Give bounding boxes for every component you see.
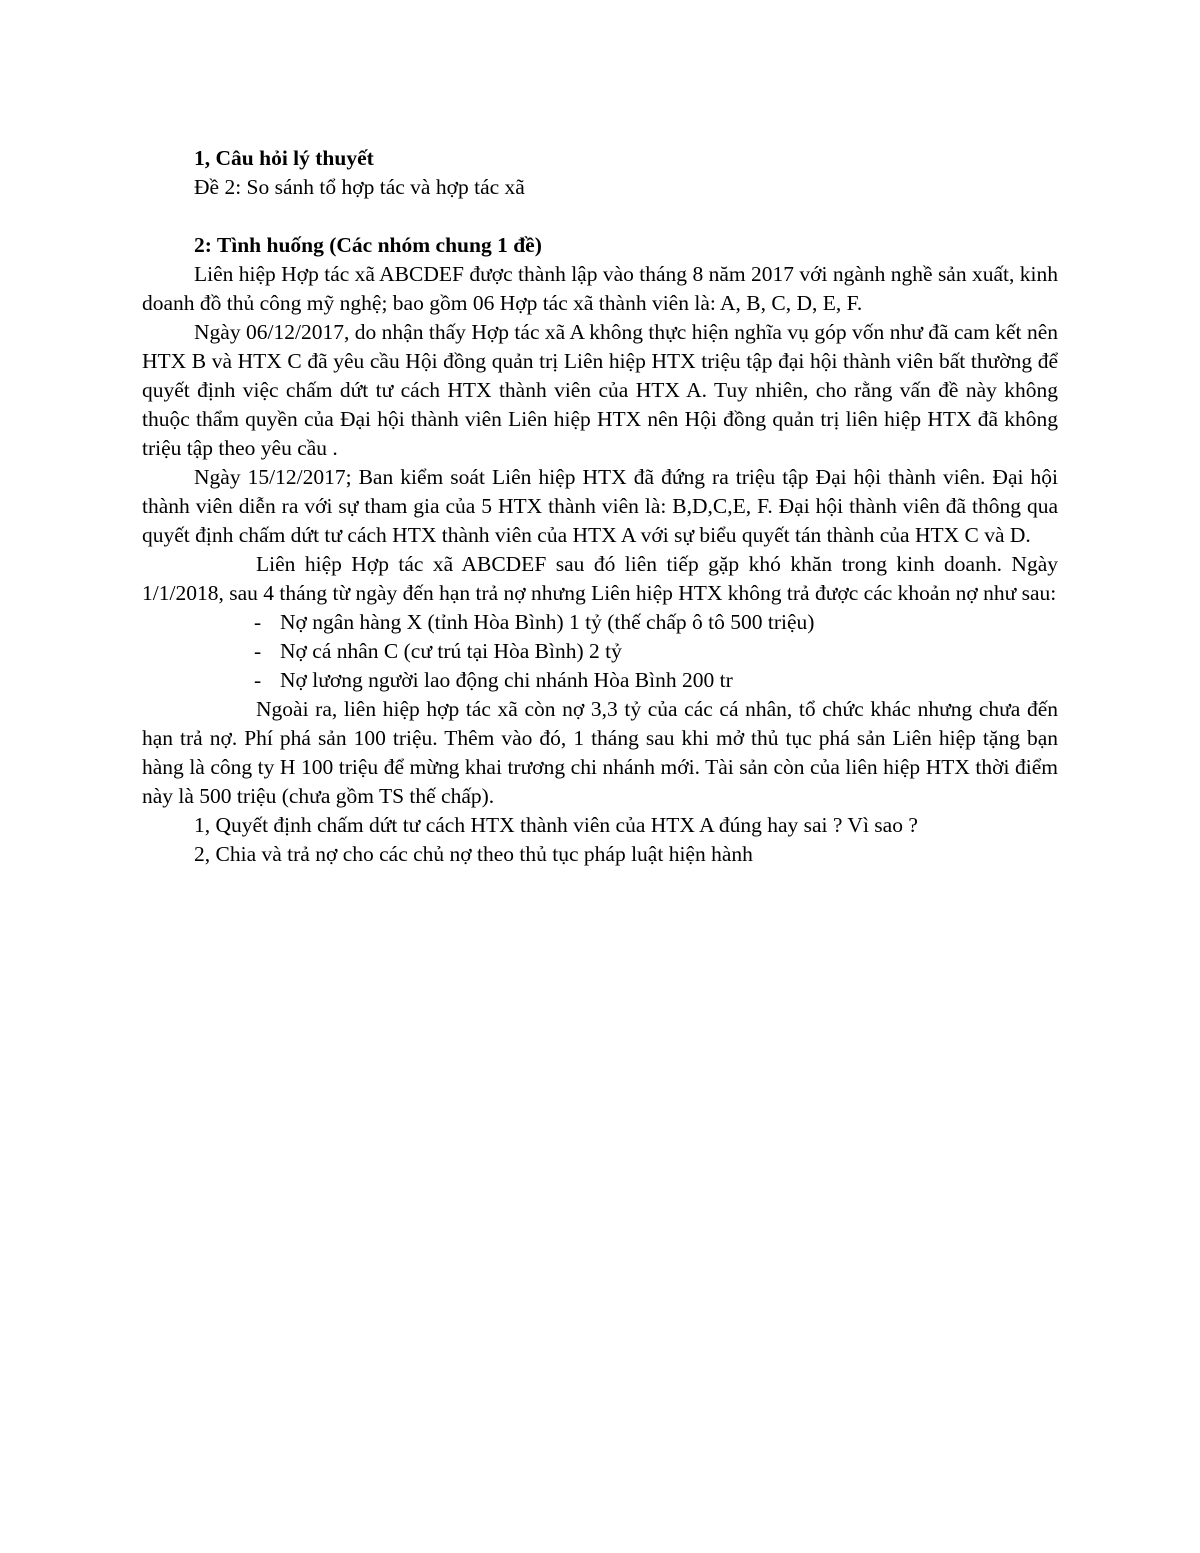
case-paragraph-4: Liên hiệp Hợp tác xã ABCDEF sau đó liên tiếp gặp khó khăn trong kinh doanh. Ngày 1/1/2018, sau 4 tháng từ ngày đến hạn trả nợ nhưng Liên hiệp HTX không trả được các khoản nợ như sau: — [142, 552, 1058, 605]
debt-text: Nợ lương người lao động chi nhánh Hòa Bình 200 tr — [280, 668, 733, 692]
section-2-heading: 2: Tình huống (Các nhóm chung 1 đề) — [194, 233, 542, 257]
debt-item — [142, 608, 1058, 637]
debt-item — [142, 666, 1058, 695]
question-2: 2, Chia và trả nợ cho các chủ nợ theo thủ tục pháp luật hiện hành — [194, 842, 753, 866]
list-dash: - — [254, 639, 262, 663]
list-dash: - — [254, 668, 262, 692]
debt-text: Nợ cá nhân C (cư trú tại Hòa Bình) 2 tỷ — [280, 639, 622, 663]
debt-text: Nợ ngân hàng X (tỉnh Hòa Bình) 1 tỷ (thế chấp ô tô 500 triệu) — [280, 610, 815, 634]
list-dash: - — [254, 610, 262, 634]
closing-paragraph: Ngoài ra, liên hiệp hợp tác xã còn nợ 3,3 tỷ của các cá nhân, tổ chức khác nhưng chưa đến hạn trả nợ. Phí phá sản 100 triệu. Thêm vào đó, 1 tháng sau khi mở thủ tục phá sản Liên hiệp tặng bạn hàng là công ty H 100 triệu để mừng khai trương chi nhánh mới. Tài sản còn của liên hiệp HTX thời điểm này là 500 triệu (chưa gồm TS thế chấp). — [142, 697, 1058, 808]
case-paragraph-2: Ngày 06/12/2017, do nhận thấy Hợp tác xã A không thực hiện nghĩa vụ góp vốn như đã cam kết nên HTX B và HTX C đã yêu cầu Hội đồng quản trị Liên hiệp HTX triệu tập đại hội thành viên bất thường để quyết định việc chấm dứt tư cách HTX thành viên của HTX A. Tuy nhiên, cho rằng vấn đề này không thuộc thẩm quyền của Đại hội thành viên Liên hiệp HTX nên Hội đồng quản trị liên hiệp HTX đã không triệu tập theo yêu cầu . — [142, 320, 1058, 460]
document-body — [142, 144, 1058, 869]
case-paragraph-1: Liên hiệp Hợp tác xã ABCDEF được thành lập vào tháng 8 năm 2017 với ngành nghề sản xuất, kinh doanh đồ thủ công mỹ nghệ; bao gồm 06 Hợp tác xã thành viên là: A, B, C, D, E, F. — [142, 262, 1058, 315]
theory-topic: Đề 2: So sánh tổ hợp tác và hợp tác xã — [194, 175, 525, 199]
debt-item — [142, 637, 1058, 666]
debt-list — [142, 608, 1058, 695]
blank-line — [142, 202, 1058, 231]
question-1: 1, Quyết định chấm dứt tư cách HTX thành viên của HTX A đúng hay sai ? Vì sao ? — [194, 813, 918, 837]
case-paragraph-3: Ngày 15/12/2017; Ban kiểm soát Liên hiệp HTX đã đứng ra triệu tập Đại hội thành viên. Đại hội thành viên diễn ra với sự tham gia của 5 HTX thành viên là: B,D,C,E, F. Đại hội thành viên đã thông qua quyết định chấm dứt tư cách HTX thành viên của HTX A với sự biểu quyết tán thành của HTX C và D. — [142, 465, 1058, 547]
section-1-heading: 1, Câu hỏi lý thuyết — [194, 146, 374, 170]
